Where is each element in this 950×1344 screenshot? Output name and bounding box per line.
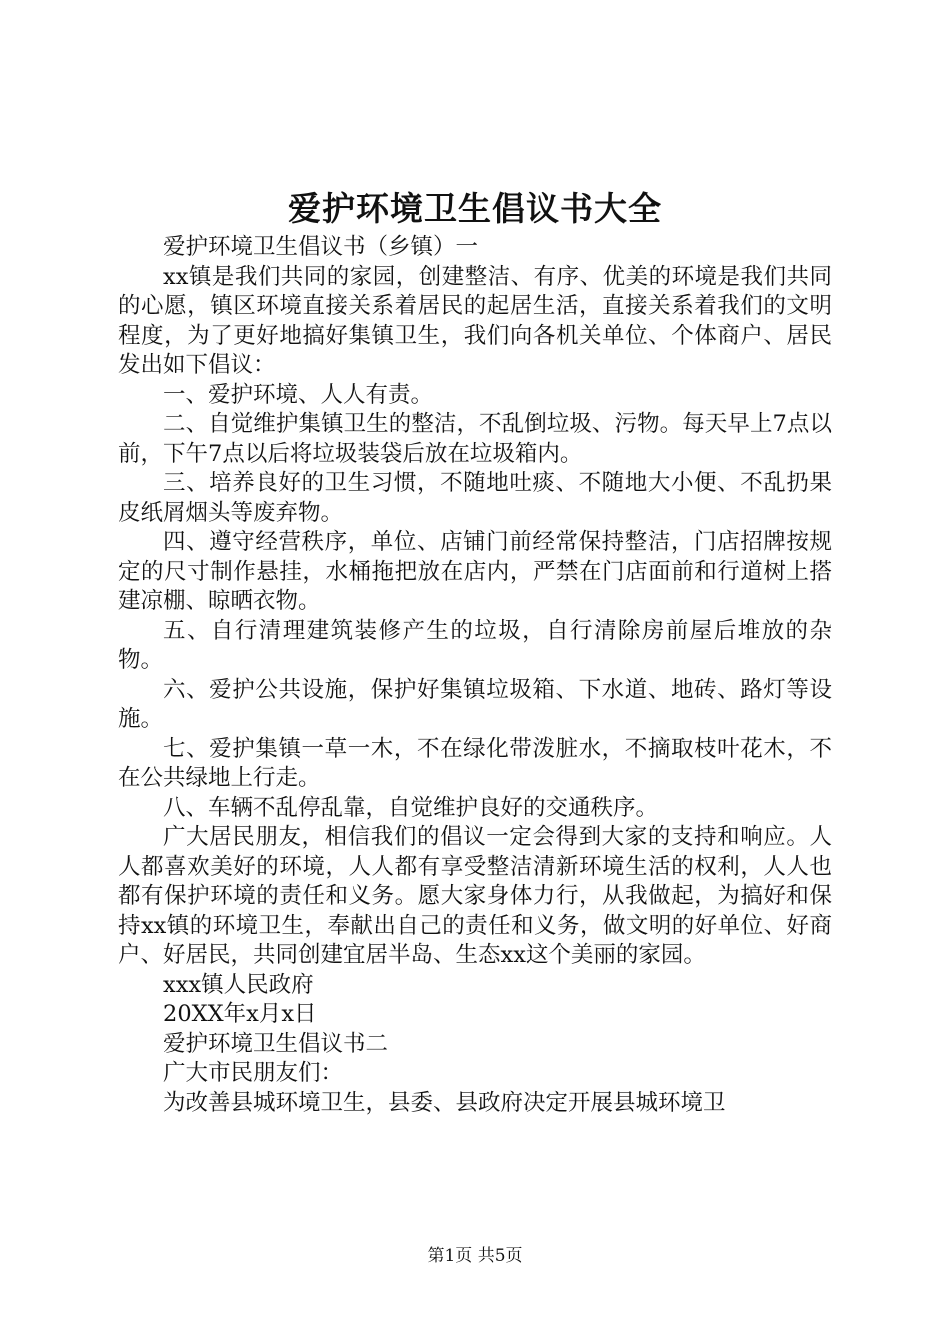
paragraph: 为改善县城环境卫生，县委、县政府决定开展县城环境卫 <box>163 1089 726 1116</box>
paragraph: 四、遵守经营秩序，单位、店铺门前经常保持整洁，门店招牌按规定的尺寸制作悬挂，水桶拖把放在店内，严禁在门店面前和行道树上搭建凉棚、晾晒衣物。 <box>118 529 832 614</box>
page-footer: 第1页 共5页 <box>427 1246 523 1266</box>
document-body <box>118 233 832 1118</box>
section-heading: 爱护环境卫生倡议书二 <box>163 1030 389 1057</box>
paragraph: xx镇是我们共同的家园，创建整洁、有序、优美的环境是我们共同的心愿，镇区环境直接关系着居民的起居生活，直接关系着我们的文明程度，为了更好地搞好集镇卫生，我们向各机关单位、个体商户、居民发出如下倡议： <box>118 263 832 378</box>
paragraph: 七、爱护集镇一草一木，不在绿化带泼脏水，不摘取枝叶花木，不在公共绿地上行走。 <box>118 735 832 791</box>
paragraph: 三、培养良好的卫生习惯，不随地吐痰、不随地大小便、不乱扔果皮纸屑烟头等废弃物。 <box>118 470 832 526</box>
salutation: 广大市民朋友们： <box>163 1060 344 1086</box>
paragraph: 六、爱护公共设施，保护好集镇垃圾箱、下水道、地砖、路灯等设施。 <box>118 676 832 732</box>
paragraph: 二、自觉维护集镇卫生的整洁，不乱倒垃圾、污物。每天早上7点以前，下午7点以后将垃圾装袋后放在垃圾箱内。 <box>118 411 832 467</box>
document-title: 爱护环境卫生倡议书大全 <box>288 189 662 228</box>
date-line: 20XX年x月x日 <box>163 1001 317 1027</box>
paragraph: 广大居民朋友，相信我们的倡议一定会得到大家的支持和响应。人人都喜欢美好的环境，人人都有享受整洁清新环境生活的权利，人人也都有保护环境的责任和义务。愿大家身体力行，从我做起，为搞好和保持xx镇的环境卫生，奉献出自己的责任和义务，做文明的好单位、好商户、好居民，共同创建宜居半岛、生态xx这个美丽的家园。 <box>118 824 832 968</box>
signature-line: xxx镇人民政府 <box>163 971 314 998</box>
paragraph: 五、自行清理建筑装修产生的垃圾，自行清除房前屋后堆放的杂物。 <box>118 617 832 673</box>
paragraph: 八、车辆不乱停乱靠，自觉维护良好的交通秩序。 <box>163 794 659 821</box>
paragraph: 爱护环境卫生倡议书（乡镇）一 <box>163 234 479 260</box>
paragraph: 一、爱护环境、人人有责。 <box>163 381 434 408</box>
